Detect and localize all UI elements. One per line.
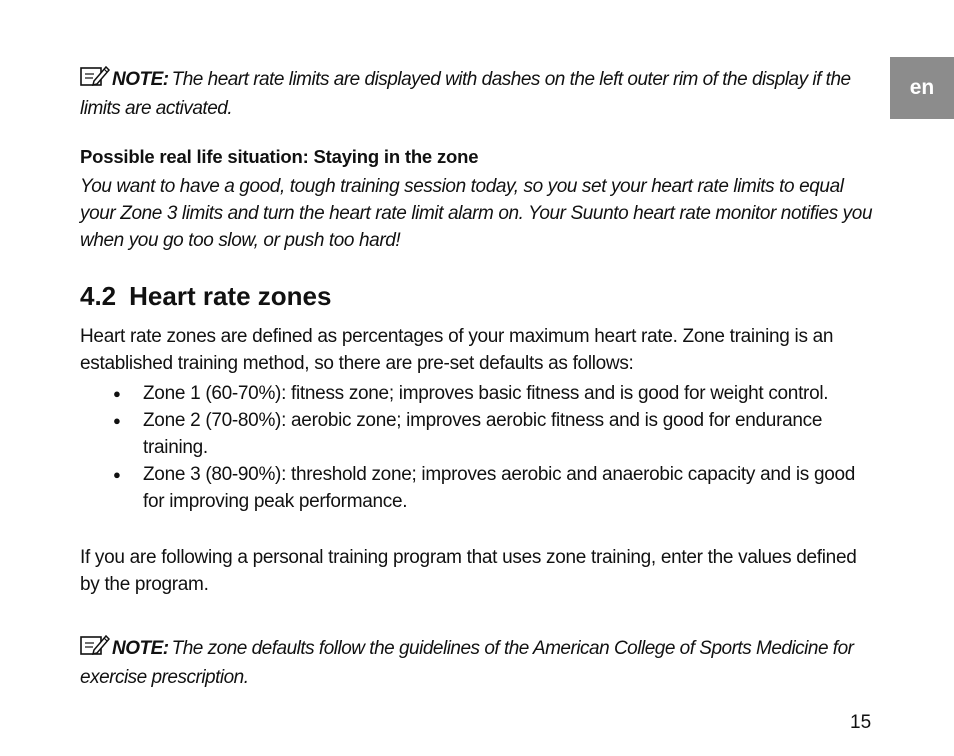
note-label: NOTE: — [112, 638, 169, 659]
section-title — [80, 280, 875, 312]
note-pencil-icon — [80, 634, 110, 664]
note-pencil-icon — [80, 65, 110, 95]
bullet-icon: ● — [113, 386, 121, 401]
section-title-text: Heart rate zones — [129, 281, 332, 311]
page-number: 15 — [850, 712, 872, 733]
list-item — [80, 380, 875, 407]
section-intro: Heart rate zones are defined as percentages of your maximum heart rate. Zone training is an established training method, so there are pre-set defaults as follows: — [80, 326, 834, 374]
language-tab: en — [890, 57, 954, 119]
bullet-icon: ● — [113, 467, 121, 482]
zone-text: Zone 2 (70-80%): aerobic zone; improves aerobic fitness and is good for endurance training. — [143, 410, 823, 458]
scenario-heading: Possible real life situation: Staying in the zone — [80, 146, 479, 167]
note-bottom — [80, 634, 875, 691]
zone-text: Zone 1 (60-70%): fitness zone; improves basic fitness and is good for weight control. — [143, 383, 829, 404]
list-item — [80, 407, 875, 461]
zone-text: Zone 3 (80-90%): threshold zone; improves aerobic and anaerobic capacity and is good for improving peak performance. — [143, 464, 856, 512]
zones-list — [80, 380, 875, 515]
note-label: NOTE: — [112, 69, 169, 90]
bullet-icon: ● — [113, 413, 121, 428]
note-text: The heart rate limits are displayed with dashes on the left outer rim of the display if the limits are activated. — [80, 69, 851, 119]
scenario-text: You want to have a good, tough training session today, so you set your heart rate limits to equal your Zone 3 limits and turn the heart rate limit alarm on. Your Suunto heart rate monitor notifies you when you go too slow, or push too hard! — [80, 176, 873, 251]
section-outro: If you are following a personal training program that uses zone training, enter the values defined by the program. — [80, 547, 857, 595]
section-number: 4.2 — [80, 281, 117, 311]
list-item — [80, 461, 875, 515]
note-top — [80, 65, 875, 122]
note-text: The zone defaults follow the guidelines of the American College of Sports Medicine for exercise prescription. — [80, 638, 854, 688]
